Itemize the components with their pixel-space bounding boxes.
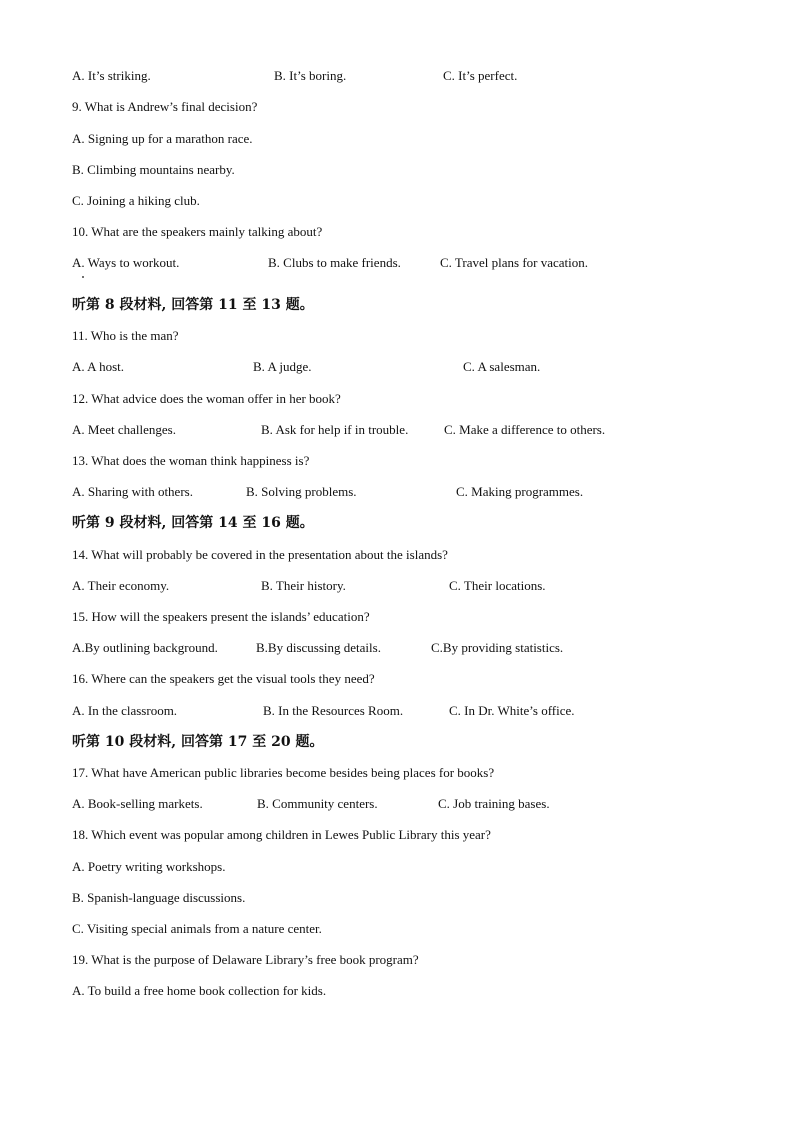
q16-option-c: C. In Dr. White’s office. (449, 703, 575, 718)
q15-option-a: A.By outlining background. (72, 640, 218, 655)
q12-option-c: C. Make a difference to others. (444, 422, 606, 437)
q15-question: 15. How will the speakers present the islands’ education? (72, 609, 370, 624)
q9-option-a: A. Signing up for a marathon race. (72, 131, 253, 146)
section-9-heading: 听第 9 段材料, 回答第 14 至 16 题。 (72, 515, 314, 531)
q11-option-c: C. A salesman. (463, 359, 541, 374)
q14-option-b: B. Their history. (261, 578, 346, 593)
q19-option-a: A. To build a free home book collection for kids. (72, 983, 327, 998)
q11-option-b: B. A judge. (253, 359, 312, 374)
q18-question: 18. Which event was popular among children in Lewes Public Library this year? (72, 827, 491, 842)
q12-option-b: B. Ask for help if in trouble. (261, 422, 409, 437)
q13-option-b: B. Solving problems. (246, 484, 357, 499)
q17-option-a: A. Book-selling markets. (72, 796, 203, 811)
section-10-heading: 听第 10 段材料, 回答第 17 至 20 题。 (72, 734, 324, 750)
q10-option-b: B. Clubs to make friends. (268, 255, 401, 270)
q10-option-a: A. Ways to workout. (72, 255, 180, 270)
q17-option-c: C. Job training bases. (438, 796, 550, 811)
q17-option-b: B. Community centers. (257, 796, 378, 811)
q14-option-c: C. Their locations. (449, 578, 546, 593)
q12-question: 12. What advice does the woman offer in her book? (72, 391, 341, 406)
q8-option-c: C. It’s perfect. (443, 68, 518, 83)
q16-option-b: B. In the Resources Room. (263, 703, 404, 718)
q8-option-a: A. It’s striking. (72, 68, 151, 83)
stray-dot (82, 276, 84, 278)
q13-question: 13. What does the woman think happiness is? (72, 453, 310, 468)
q18-option-b: B. Spanish-language discussions. (72, 890, 246, 905)
q14-question: 14. What will probably be covered in the presentation about the islands? (72, 547, 448, 562)
q10-question: 10. What are the speakers mainly talking about? (72, 224, 323, 239)
q11-question: 11. Who is the man? (72, 328, 179, 343)
q16-option-a: A. In the classroom. (72, 703, 178, 718)
q11-option-a: A. A host. (72, 359, 125, 374)
q8-option-b: B. It’s boring. (274, 68, 347, 83)
q9-option-b: B. Climbing mountains nearby. (72, 162, 235, 177)
q15-option-c: C.By providing statistics. (431, 640, 564, 655)
q17-question: 17. What have American public libraries become besides being places for books? (72, 765, 495, 780)
q18-option-c: C. Visiting special animals from a nature center. (72, 921, 322, 936)
q14-option-a: A. Their economy. (72, 578, 170, 593)
q10-option-c: C. Travel plans for vacation. (440, 255, 589, 270)
q13-option-c: C. Making programmes. (456, 484, 584, 499)
q9-option-c: C. Joining a hiking club. (72, 193, 200, 208)
q12-option-a: A. Meet challenges. (72, 422, 176, 437)
q18-option-a: A. Poetry writing workshops. (72, 859, 226, 874)
q19-question: 19. What is the purpose of Delaware Library’s free book program? (72, 952, 419, 967)
q9-question: 9. What is Andrew’s final decision? (72, 99, 258, 114)
section-8-heading: 听第 8 段材料, 回答第 11 至 13 题。 (72, 297, 314, 313)
q13-option-a: A. Sharing with others. (72, 484, 193, 499)
q16-question: 16. Where can the speakers get the visual tools they need? (72, 671, 375, 686)
q15-option-b: B.By discussing details. (256, 640, 381, 655)
